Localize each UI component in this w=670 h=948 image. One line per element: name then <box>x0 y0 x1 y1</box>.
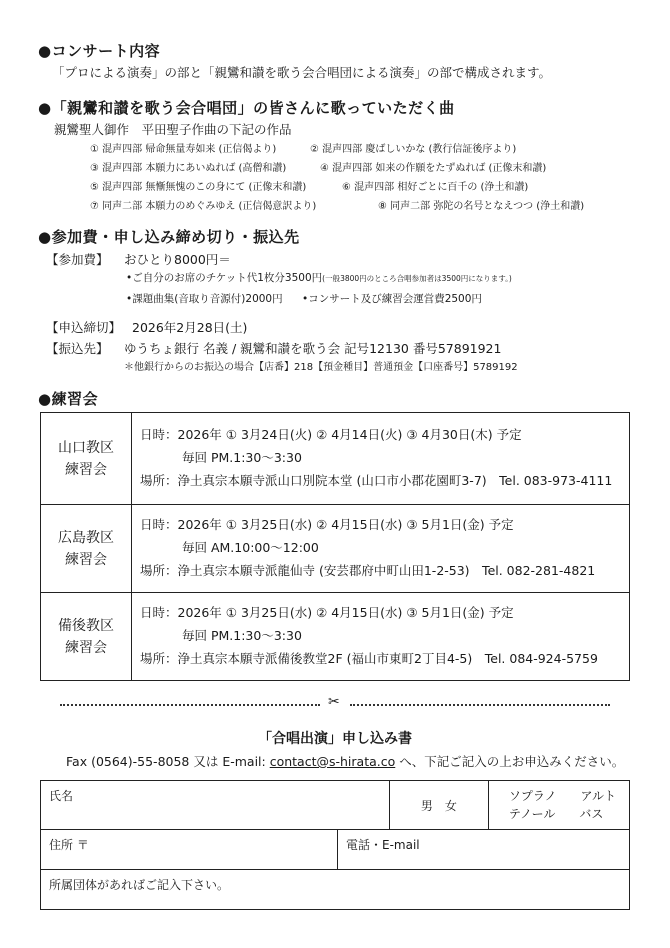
concert-heading: ●コンサート内容 <box>38 42 161 60</box>
cut-line <box>60 694 610 712</box>
practice-time: 毎回 PM.1:30〜3:30 <box>182 450 302 465</box>
form-contact-suffix: へ、下記ご記入の上お申込みください。 <box>395 754 625 769</box>
name-field[interactable] <box>41 781 390 830</box>
practice-time: 毎回 AM.10:00〜12:00 <box>182 540 319 555</box>
practice-dates: 日時：2026年 ① 3月24日(火) ② 4月14日(火) ③ 4月30日(木) 予定 <box>140 427 522 442</box>
practice-row <box>41 593 630 681</box>
group-label: 所属団体があればご記入下さい。 <box>49 878 230 892</box>
song-item: ⑦ 同声二部 本願力のめぐみゆえ (正信偈意訳より) <box>90 201 317 212</box>
cut-dots-left <box>60 704 320 706</box>
song-item: ⑧ 同声二部 弥陀の名号となえつつ (浄土和讃) <box>378 201 585 212</box>
application-form <box>40 780 630 910</box>
practice-name-text: 山口教区 練習会 <box>58 439 114 478</box>
address-label: 住所 〒 <box>49 838 89 852</box>
song-item: ② 混声四部 慶ばしいかな (教行信証後序より) <box>310 144 517 155</box>
form-contact <box>66 752 624 770</box>
voice-part-field[interactable] <box>488 781 629 830</box>
practice-time: 毎回 PM.1:30〜3:30 <box>182 628 302 643</box>
practice-info <box>132 593 630 681</box>
song-item: ⑥ 混声四部 相好ごとに百千の (浄土和讃) <box>342 182 529 193</box>
fee-ops: •コンサート及び練習会運営費2500円 <box>302 293 482 305</box>
deadline-label: 【申込締切】 <box>46 320 122 335</box>
fee-amount: おひとり8000円＝ <box>124 252 231 267</box>
fee-ticket-text: •ご自分のお席のチケット代1枚分3500円 <box>126 272 323 284</box>
phone-label: 電話・E-mail <box>346 838 420 852</box>
song-item: ③ 混声四部 本願力にあいぬれば (高僧和讃) <box>90 163 287 174</box>
practice-place: 場所：浄土真宗本願寺派山口別院本堂 (山口市小郡花園町3-7) Tel. 083-973-4111 <box>140 473 613 488</box>
form-contact-prefix: Fax (0564)-55-8058 又は E-mail: <box>66 754 270 769</box>
practice-dates: 日時：2026年 ① 3月25日(水) ② 4月15日(水) ③ 5月1日(金) 予定 <box>140 605 514 620</box>
gender-field[interactable] <box>389 781 488 830</box>
song-item: ④ 混声四部 如来の作願をたずぬれば (正像末和讃) <box>320 163 547 174</box>
practice-place: 場所：浄土真宗本願寺派龍仙寺 (安芸郡府中町山田1-2-53) Tel. 082-281-4821 <box>140 563 596 578</box>
phone-email-field[interactable] <box>338 830 630 870</box>
practice-info <box>132 505 630 593</box>
group-field[interactable] <box>41 870 630 910</box>
deadline-value: 2026年2月28日(土) <box>132 320 248 335</box>
practice-name <box>41 413 132 505</box>
fee-label: 【参加費】 <box>46 252 109 267</box>
songs-heading: ●「親鸞和讃を歌う会合唱団」の皆さんに歌っていただく曲 <box>38 99 455 117</box>
transfer-note: ＊他銀行からのお振込の場合【店番】218【預金種目】普通預金【口座番号】5789192 <box>124 362 518 373</box>
fee-heading: ●参加費・申し込み締め切り・振込先 <box>38 228 300 246</box>
address-field[interactable] <box>41 830 338 870</box>
practice-name <box>41 505 132 593</box>
practice-dates: 日時：2026年 ① 3月25日(水) ② 4月15日(水) ③ 5月1日(金) 予定 <box>140 517 514 532</box>
parts-line1: ソプラノ アルト <box>508 789 616 803</box>
form-title: 「合唱出演」申し込み書 <box>258 731 412 747</box>
fee-ticket <box>126 270 512 285</box>
practice-name <box>41 593 132 681</box>
practice-name-text: 広島教区 練習会 <box>58 529 114 568</box>
fee-music: •課題曲集(音取り音源付)2000円 <box>126 293 283 305</box>
fee-ticket-note: (一般3800円のところ合唱参加者は3500円になります。) <box>322 274 512 283</box>
parts-line2: テノール バス <box>508 807 604 821</box>
practice-name-text: 備後教区 練習会 <box>58 617 114 656</box>
concert-description: 「プロによる演奏」の部と「親鸞和讃を歌う会合唱団による演奏」の部で構成されます。 <box>52 65 552 80</box>
song-item: ⑤ 混声四部 無慚無愧のこの身にて (正像末和讃) <box>90 182 307 193</box>
songs-intro: 親鸞聖人御作 平田聖子作曲の下記の作品 <box>54 122 292 137</box>
practice-info <box>132 413 630 505</box>
cut-dots-right <box>350 704 610 706</box>
practice-row <box>41 413 630 505</box>
gender-label: 男 女 <box>420 798 457 813</box>
practice-table <box>40 412 630 681</box>
name-label: 氏名 <box>49 789 74 803</box>
practice-heading: ●練習会 <box>38 390 99 408</box>
email-link[interactable]: contact@s-hirata.co <box>269 754 396 769</box>
song-item: ① 混声四部 帰命無量寿如来 (正信偈より) <box>90 144 277 155</box>
practice-row <box>41 505 630 593</box>
transfer-value: ゆうちょ銀行 名義 / 親鸞和讃を歌う会 記号12130 番号57891921 <box>124 341 502 356</box>
transfer-label: 【振込先】 <box>46 341 109 356</box>
scissors-icon: ✂ <box>328 694 340 710</box>
practice-place: 場所：浄土真宗本願寺派備後教堂2F (福山市東町2丁目4-5) Tel. 084-924-5759 <box>140 651 598 666</box>
